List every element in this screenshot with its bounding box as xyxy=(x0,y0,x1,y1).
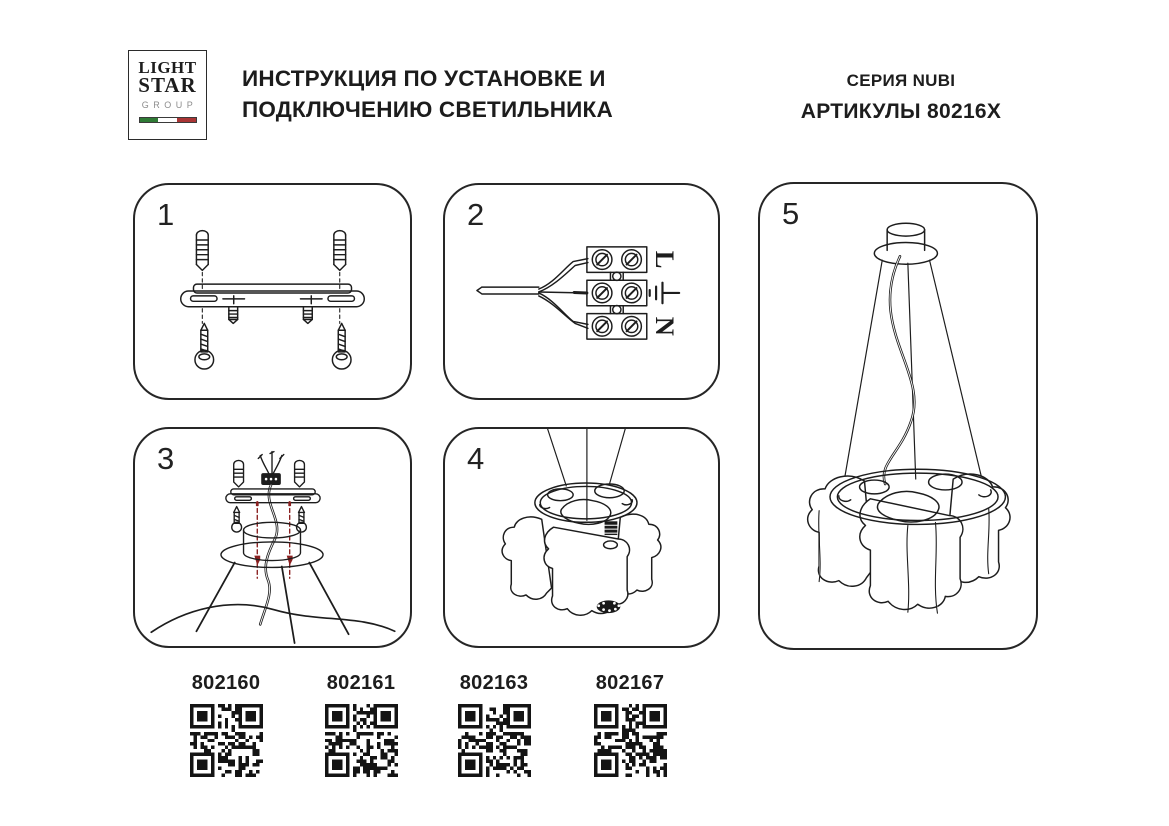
wire-bundle xyxy=(258,452,284,485)
qr-item xyxy=(590,672,670,777)
threaded-stud xyxy=(303,307,312,324)
step-panel-1 xyxy=(133,183,412,400)
article-number: 802161 xyxy=(326,672,396,694)
step-panel-5 xyxy=(758,182,1038,650)
article-number: 802160 xyxy=(191,672,261,694)
qr-code xyxy=(458,704,531,777)
screw xyxy=(232,507,242,533)
wall-anchor xyxy=(234,460,244,487)
wall-anchor xyxy=(334,231,346,271)
power-cable xyxy=(884,256,915,484)
suspension-cables xyxy=(548,429,626,520)
hanging-cable xyxy=(260,485,277,624)
neutral-label: N xyxy=(650,316,681,336)
title-line-2: ПОДКЛЮЧЕНИЮ СВЕТИЛЬНИКА xyxy=(242,97,613,122)
logo-word-star: STAR xyxy=(138,73,197,97)
power-cable xyxy=(477,259,588,329)
step-panel-3 xyxy=(133,427,412,648)
step-number-3: 3 xyxy=(157,441,175,476)
flag-white xyxy=(158,118,177,122)
assembled-lamp-drawing xyxy=(760,184,1036,648)
article-number: 802163 xyxy=(459,672,529,694)
flag-green xyxy=(140,118,159,122)
title-line-1: ИНСТРУКЦИЯ ПО УСТАНОВКЕ И xyxy=(242,66,606,91)
article-number: 802167 xyxy=(595,672,665,694)
canopy-mounting-drawing xyxy=(135,429,410,646)
qr-code xyxy=(190,704,263,777)
qr-code xyxy=(325,704,398,777)
alignment-dashes xyxy=(202,272,339,323)
mounting-plate-drawing xyxy=(135,185,410,398)
mounting-plate xyxy=(226,489,320,503)
lightstar-logo xyxy=(128,50,207,140)
articles-label: АРТИКУЛЫ 80216X xyxy=(800,100,1002,123)
terminal-wiring-drawing xyxy=(445,185,718,398)
screw xyxy=(297,507,307,533)
threaded-nipple xyxy=(605,521,618,535)
cloud-surface xyxy=(151,605,395,633)
wall-anchor xyxy=(196,231,208,271)
italian-flag-stripe xyxy=(139,117,197,123)
step-number-2: 2 xyxy=(467,197,485,232)
screw xyxy=(332,323,351,369)
flag-red xyxy=(177,118,196,122)
step-panel-2 xyxy=(443,183,720,400)
page-title xyxy=(242,63,613,125)
terminal-screws xyxy=(592,250,641,336)
suspension-cables xyxy=(196,563,348,644)
threaded-stud xyxy=(229,307,238,324)
terminal-block xyxy=(587,247,647,339)
logo-word-group: GROUP xyxy=(141,100,198,110)
step-number-5: 5 xyxy=(782,196,800,231)
step-panel-4 xyxy=(443,427,720,648)
qr-item xyxy=(186,672,266,777)
series-label: СЕРИЯ NUBI xyxy=(846,71,956,90)
ceiling-canopy xyxy=(874,223,937,264)
qr-item xyxy=(321,672,401,777)
lamp-body-assembly-drawing xyxy=(445,429,718,646)
suspension-ring xyxy=(535,483,637,522)
series-block xyxy=(770,71,1032,124)
bottom-finial xyxy=(597,600,621,613)
mounting-plate xyxy=(181,284,365,307)
step-number-4: 4 xyxy=(467,441,485,476)
line-label: L xyxy=(650,250,681,269)
step-number-1: 1 xyxy=(157,197,175,232)
qr-item xyxy=(454,672,534,777)
qr-code xyxy=(594,704,667,777)
screw xyxy=(195,323,214,369)
wall-anchor xyxy=(295,460,305,487)
earth-ground-icon xyxy=(650,283,679,304)
cloud-modules xyxy=(502,514,661,615)
suspension-cables xyxy=(844,260,986,495)
logo-word-light: LIGHT xyxy=(138,58,197,77)
